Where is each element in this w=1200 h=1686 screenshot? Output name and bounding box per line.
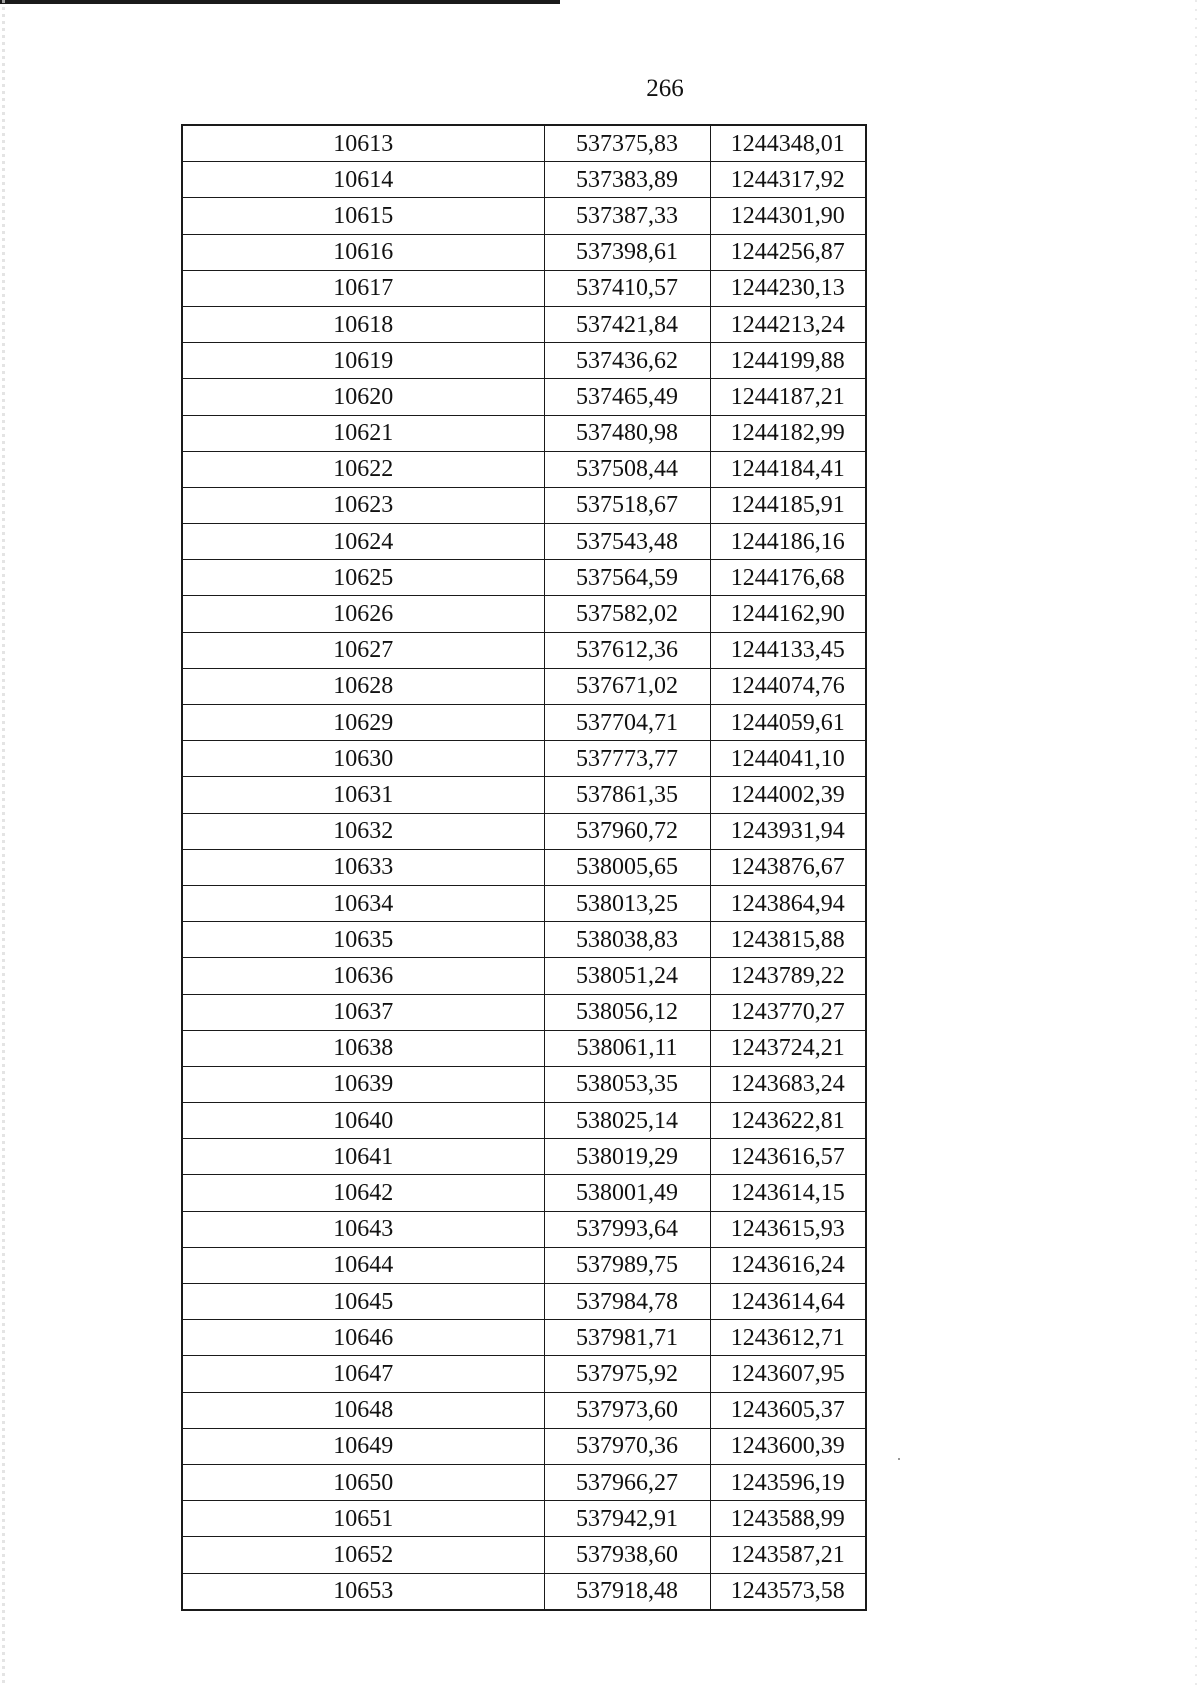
point-number-cell: 10641 [182, 1139, 544, 1175]
coordinates-table [181, 124, 867, 1611]
point-number-cell: 10618 [182, 306, 544, 342]
y-coordinate-cell: 1244182,99 [710, 415, 866, 451]
y-coordinate-cell: 1244213,24 [710, 306, 866, 342]
point-number-cell: 10615 [182, 198, 544, 234]
y-coordinate-cell: 1244184,41 [710, 451, 866, 487]
x-coordinate-cell: 537970,36 [544, 1428, 710, 1464]
table-row [182, 741, 866, 777]
x-coordinate-cell: 538005,65 [544, 849, 710, 885]
table-row [182, 1320, 866, 1356]
table-row [182, 813, 866, 849]
y-coordinate-cell: 1244301,90 [710, 198, 866, 234]
table-row [182, 234, 866, 270]
x-coordinate-cell: 537480,98 [544, 415, 710, 451]
x-coordinate-cell: 537375,83 [544, 125, 710, 162]
point-number-cell: 10621 [182, 415, 544, 451]
point-number-cell: 10640 [182, 1103, 544, 1139]
table-row [182, 849, 866, 885]
y-coordinate-cell: 1243607,95 [710, 1356, 866, 1392]
x-coordinate-cell: 538056,12 [544, 994, 710, 1030]
y-coordinate-cell: 1243622,81 [710, 1103, 866, 1139]
table-row [182, 487, 866, 523]
point-number-cell: 10647 [182, 1356, 544, 1392]
table-row [182, 560, 866, 596]
scan-edge-left [2, 0, 5, 1686]
point-number-cell: 10642 [182, 1175, 544, 1211]
point-number-cell: 10623 [182, 487, 544, 523]
x-coordinate-cell: 537518,67 [544, 487, 710, 523]
table-row [182, 885, 866, 921]
y-coordinate-cell: 1243615,93 [710, 1211, 866, 1247]
table-row [182, 162, 866, 198]
point-number-cell: 10631 [182, 777, 544, 813]
y-coordinate-cell: 1243614,15 [710, 1175, 866, 1211]
scan-speck [898, 1458, 900, 1460]
point-number-cell: 10651 [182, 1501, 544, 1537]
x-coordinate-cell: 538001,49 [544, 1175, 710, 1211]
table-row [182, 668, 866, 704]
point-number-cell: 10652 [182, 1537, 544, 1573]
x-coordinate-cell: 537508,44 [544, 451, 710, 487]
y-coordinate-cell: 1243616,57 [710, 1139, 866, 1175]
y-coordinate-cell: 1243876,67 [710, 849, 866, 885]
y-coordinate-cell: 1244176,68 [710, 560, 866, 596]
y-coordinate-cell: 1244002,39 [710, 777, 866, 813]
y-coordinate-cell: 1244230,13 [710, 270, 866, 306]
x-coordinate-cell: 537543,48 [544, 524, 710, 560]
table-row [182, 1139, 866, 1175]
table-row [182, 125, 866, 162]
point-number-cell: 10644 [182, 1247, 544, 1283]
y-coordinate-cell: 1244187,21 [710, 379, 866, 415]
point-number-cell: 10635 [182, 922, 544, 958]
x-coordinate-cell: 537564,59 [544, 560, 710, 596]
table-row [182, 596, 866, 632]
point-number-cell: 10622 [182, 451, 544, 487]
x-coordinate-cell: 537960,72 [544, 813, 710, 849]
x-coordinate-cell: 538061,11 [544, 1030, 710, 1066]
y-coordinate-cell: 1243683,24 [710, 1066, 866, 1102]
table-row [182, 922, 866, 958]
x-coordinate-cell: 537981,71 [544, 1320, 710, 1356]
table-row [182, 1247, 866, 1283]
table-row [182, 1464, 866, 1500]
x-coordinate-cell: 537436,62 [544, 343, 710, 379]
point-number-cell: 10624 [182, 524, 544, 560]
table-row [182, 306, 866, 342]
x-coordinate-cell: 537421,84 [544, 306, 710, 342]
point-number-cell: 10636 [182, 958, 544, 994]
y-coordinate-cell: 1243931,94 [710, 813, 866, 849]
table-row [182, 1573, 866, 1610]
x-coordinate-cell: 537975,92 [544, 1356, 710, 1392]
top-border-rule [0, 0, 560, 4]
y-coordinate-cell: 1244074,76 [710, 668, 866, 704]
table-row [182, 1175, 866, 1211]
point-number-cell: 10625 [182, 560, 544, 596]
point-number-cell: 10626 [182, 596, 544, 632]
x-coordinate-cell: 537383,89 [544, 162, 710, 198]
page-number: 266 [646, 75, 684, 102]
point-number-cell: 10629 [182, 705, 544, 741]
point-number-cell: 10653 [182, 1573, 544, 1610]
table-row [182, 1284, 866, 1320]
x-coordinate-cell: 537973,60 [544, 1392, 710, 1428]
point-number-cell: 10632 [182, 813, 544, 849]
point-number-cell: 10616 [182, 234, 544, 270]
x-coordinate-cell: 537918,48 [544, 1573, 710, 1610]
point-number-cell: 10638 [182, 1030, 544, 1066]
table-row [182, 343, 866, 379]
table-row [182, 1356, 866, 1392]
x-coordinate-cell: 537861,35 [544, 777, 710, 813]
table-row [182, 994, 866, 1030]
y-coordinate-cell: 1244162,90 [710, 596, 866, 632]
y-coordinate-cell: 1244041,10 [710, 741, 866, 777]
y-coordinate-cell: 1244185,91 [710, 487, 866, 523]
point-number-cell: 10650 [182, 1464, 544, 1500]
y-coordinate-cell: 1244317,92 [710, 162, 866, 198]
x-coordinate-cell: 537993,64 [544, 1211, 710, 1247]
table-row [182, 1211, 866, 1247]
y-coordinate-cell: 1244256,87 [710, 234, 866, 270]
table-row [182, 1392, 866, 1428]
point-number-cell: 10648 [182, 1392, 544, 1428]
x-coordinate-cell: 537410,57 [544, 270, 710, 306]
x-coordinate-cell: 538038,83 [544, 922, 710, 958]
y-coordinate-cell: 1243612,71 [710, 1320, 866, 1356]
y-coordinate-cell: 1244133,45 [710, 632, 866, 668]
x-coordinate-cell: 538051,24 [544, 958, 710, 994]
table-row [182, 524, 866, 560]
table-row [182, 1030, 866, 1066]
table-row [182, 415, 866, 451]
point-number-cell: 10633 [182, 849, 544, 885]
y-coordinate-cell: 1243864,94 [710, 885, 866, 921]
table-row [182, 705, 866, 741]
point-number-cell: 10617 [182, 270, 544, 306]
point-number-cell: 10639 [182, 1066, 544, 1102]
table-row [182, 379, 866, 415]
table-row [182, 198, 866, 234]
y-coordinate-cell: 1243616,24 [710, 1247, 866, 1283]
table-row [182, 451, 866, 487]
point-number-cell: 10645 [182, 1284, 544, 1320]
y-coordinate-cell: 1243587,21 [710, 1537, 866, 1573]
table-row [182, 632, 866, 668]
coordinates-table-body [182, 125, 866, 1610]
point-number-cell: 10649 [182, 1428, 544, 1464]
table-row [182, 1428, 866, 1464]
y-coordinate-cell: 1244059,61 [710, 705, 866, 741]
table-row [182, 1103, 866, 1139]
y-coordinate-cell: 1243724,21 [710, 1030, 866, 1066]
y-coordinate-cell: 1243789,22 [710, 958, 866, 994]
point-number-cell: 10637 [182, 994, 544, 1030]
x-coordinate-cell: 537773,77 [544, 741, 710, 777]
x-coordinate-cell: 537938,60 [544, 1537, 710, 1573]
x-coordinate-cell: 537582,02 [544, 596, 710, 632]
table-row [182, 777, 866, 813]
point-number-cell: 10619 [182, 343, 544, 379]
y-coordinate-cell: 1243815,88 [710, 922, 866, 958]
x-coordinate-cell: 537984,78 [544, 1284, 710, 1320]
x-coordinate-cell: 537704,71 [544, 705, 710, 741]
point-number-cell: 10620 [182, 379, 544, 415]
table-row [182, 1066, 866, 1102]
point-number-cell: 10634 [182, 885, 544, 921]
point-number-cell: 10613 [182, 125, 544, 162]
x-coordinate-cell: 537671,02 [544, 668, 710, 704]
point-number-cell: 10627 [182, 632, 544, 668]
point-number-cell: 10614 [182, 162, 544, 198]
y-coordinate-cell: 1243605,37 [710, 1392, 866, 1428]
x-coordinate-cell: 537387,33 [544, 198, 710, 234]
y-coordinate-cell: 1244199,88 [710, 343, 866, 379]
y-coordinate-cell: 1244348,01 [710, 125, 866, 162]
y-coordinate-cell: 1243573,58 [710, 1573, 866, 1610]
x-coordinate-cell: 538025,14 [544, 1103, 710, 1139]
table-row [182, 1501, 866, 1537]
y-coordinate-cell: 1243588,99 [710, 1501, 866, 1537]
point-number-cell: 10628 [182, 668, 544, 704]
scan-edge-right [1195, 0, 1197, 1686]
table-row [182, 1537, 866, 1573]
x-coordinate-cell: 538019,29 [544, 1139, 710, 1175]
x-coordinate-cell: 538053,35 [544, 1066, 710, 1102]
x-coordinate-cell: 537612,36 [544, 632, 710, 668]
y-coordinate-cell: 1243614,64 [710, 1284, 866, 1320]
table-row [182, 958, 866, 994]
x-coordinate-cell: 537398,61 [544, 234, 710, 270]
y-coordinate-cell: 1243596,19 [710, 1464, 866, 1500]
point-number-cell: 10643 [182, 1211, 544, 1247]
x-coordinate-cell: 537989,75 [544, 1247, 710, 1283]
x-coordinate-cell: 537465,49 [544, 379, 710, 415]
point-number-cell: 10646 [182, 1320, 544, 1356]
y-coordinate-cell: 1244186,16 [710, 524, 866, 560]
x-coordinate-cell: 538013,25 [544, 885, 710, 921]
x-coordinate-cell: 537966,27 [544, 1464, 710, 1500]
point-number-cell: 10630 [182, 741, 544, 777]
table-row [182, 270, 866, 306]
y-coordinate-cell: 1243600,39 [710, 1428, 866, 1464]
y-coordinate-cell: 1243770,27 [710, 994, 866, 1030]
x-coordinate-cell: 537942,91 [544, 1501, 710, 1537]
